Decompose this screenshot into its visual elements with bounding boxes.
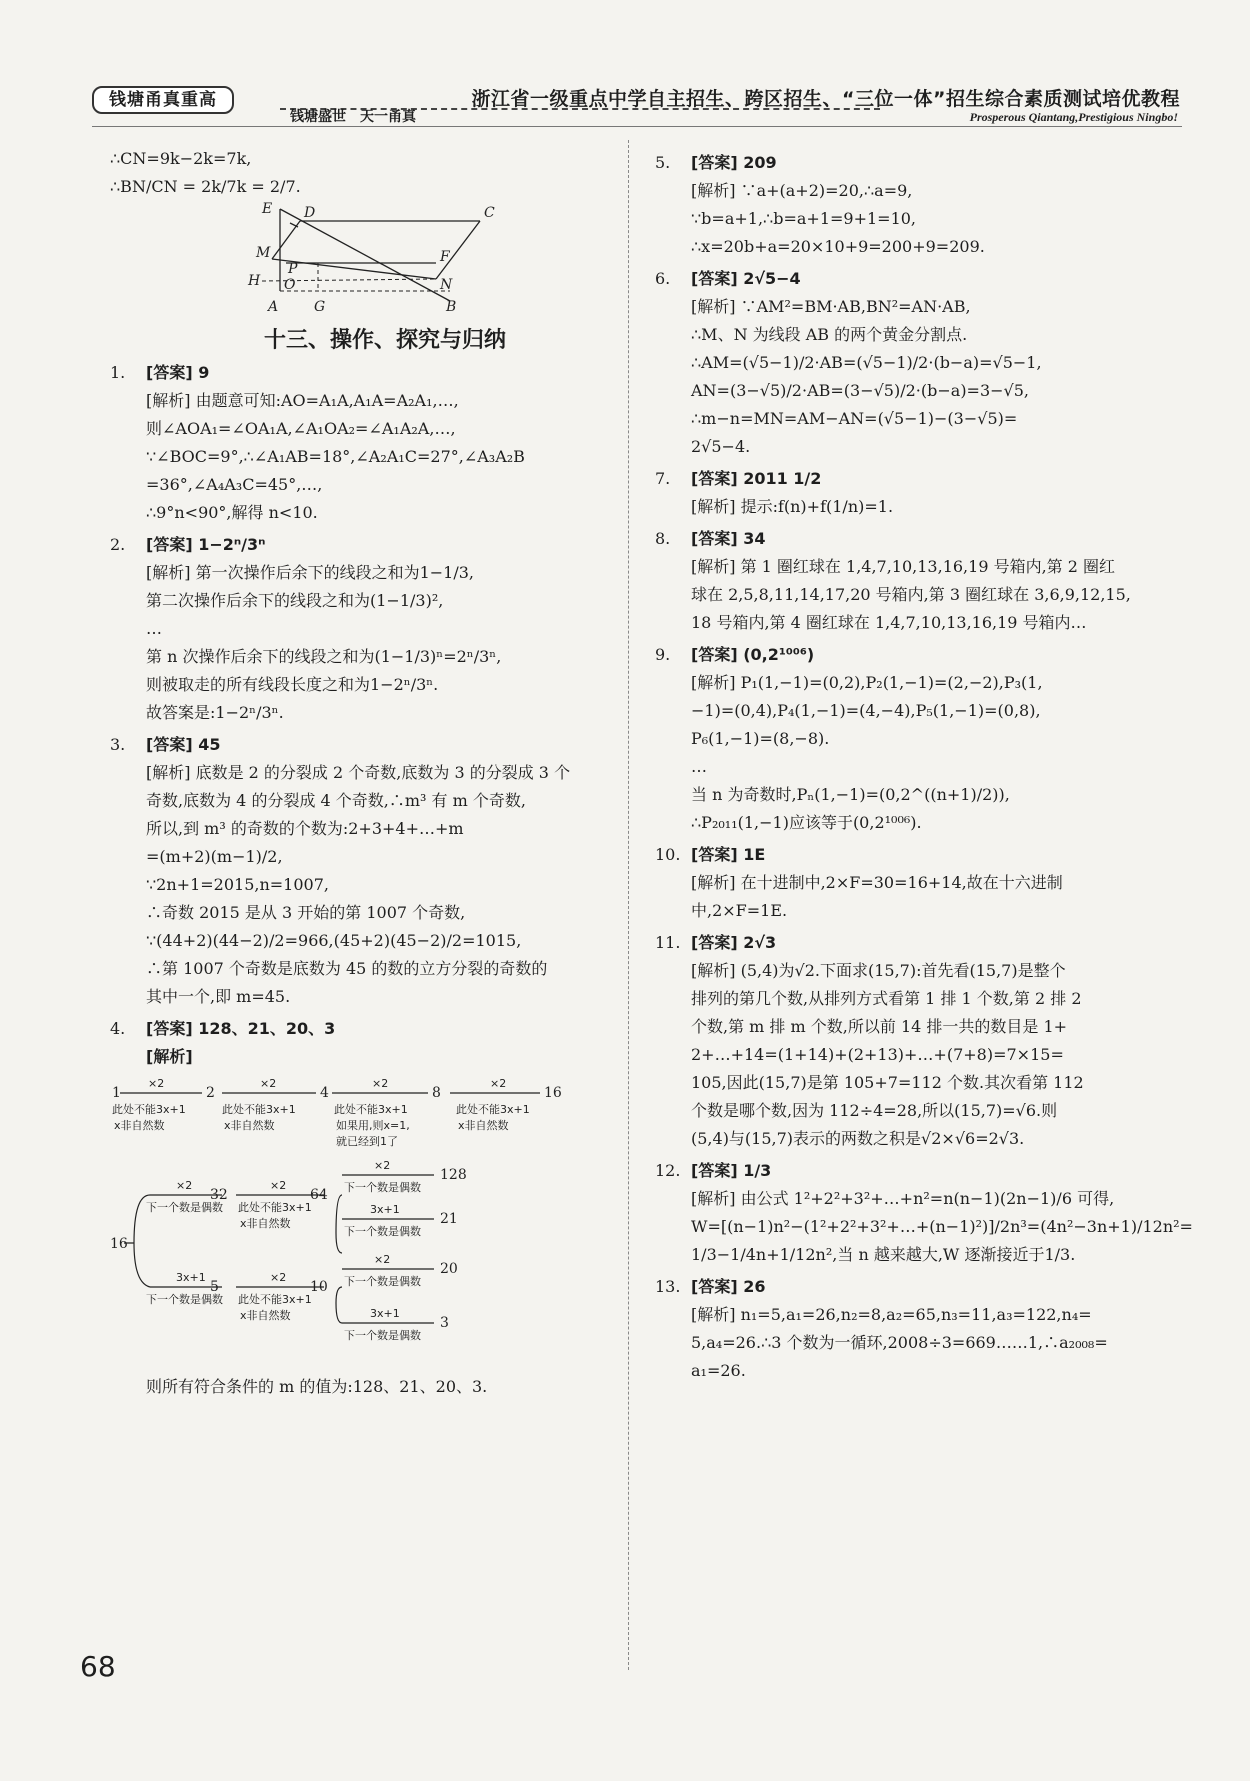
flow-diagram [110,1073,620,1373]
header-rule [92,126,1182,127]
flow-node: 10 [310,1279,328,1295]
item-number: 6. [655,269,671,288]
page-number: 68 [80,1650,116,1683]
item-header [655,1157,1175,1185]
flow-node: 2 [206,1085,215,1101]
analysis-line: [解析] ∵a+(a+2)=20,∴a=9, [691,181,913,200]
answer: [答案] (0,2¹⁰⁰⁶) [691,645,815,664]
analysis-line: ∴m−n=MN=AM−AN=(√5−1)−(3−√5)= [691,409,1018,428]
label-G: G [314,299,326,315]
analysis-line: P₆(1,−1)=(8,−8). [691,729,830,748]
item-header [655,929,1175,957]
analysis-line: a₁=26. [691,1361,746,1380]
analysis-line: 奇数,底数为 4 的分裂成 4 个奇数,∴m³ 有 m 个奇数, [146,791,526,810]
item-number: 8. [655,529,671,548]
flow-op: 3x+1 [370,1203,400,1216]
flow-note: 下一个数是偶数 [146,1201,223,1214]
flow-note: 此处不能3x+1 [456,1103,530,1116]
answer: [答案] 209 [691,153,777,172]
analysis-line: 18 号箱内,第 4 圈红球在 1,4,7,10,13,16,19 号箱内… [691,613,1087,632]
flow-node: 4 [320,1085,329,1101]
analysis-line: 第二次操作后余下的线段之和为(1−1/3)², [146,591,444,610]
analysis-line: (5,4)与(15,7)表示的两数之积是√2×√6=2√3. [691,1129,1025,1148]
flow-op: ×2 [176,1179,193,1192]
flow-note: x非自然数 [114,1119,165,1132]
item-number: 12. [655,1161,681,1180]
label-B: B [446,299,457,315]
analysis-line: [解析] n₁=5,a₁=26,n₂=8,a₂=65,n₃=11,a₃=122,n₄= [691,1305,1092,1324]
slogan: 钱塘盛世 天一甬真 [290,109,416,125]
flow-node: 3 [440,1315,449,1331]
analysis-line: 中,2×F=1E. [691,901,788,920]
item-number: 7. [655,469,671,488]
item-number: 9. [655,645,671,664]
flow-note: 此处不能3x+1 [334,1103,408,1116]
label-C: C [484,205,495,221]
item-number: 3. [110,735,126,754]
flow-node: 8 [432,1085,441,1101]
item-number: 11. [655,933,681,952]
flow-note: x非自然数 [458,1119,509,1132]
item-header [655,465,1175,493]
flow-op: ×2 [372,1077,389,1090]
analysis-line: [解析] 由公式 1²+2²+3²+…+n²=n(n−1)(2n−1)/6 可得, [691,1189,1115,1208]
analysis-line: =36°,∠A₄A₃C=45°,…, [146,475,323,494]
analysis-line: ∴AM=(√5−1)/2·AB=(√5−1)/2·(b−a)=√5−1, [691,353,1042,372]
flow-note: x非自然数 [240,1217,291,1230]
flow-note: 下一个数是偶数 [344,1329,421,1342]
flow-note: 就已经到1了 [336,1135,398,1148]
flow-node: 5 [210,1279,219,1295]
analysis-line: … [146,619,162,638]
flow-note: 下一个数是偶数 [344,1275,421,1288]
item-number: 13. [655,1277,681,1296]
answer: [答案] 26 [691,1277,766,1296]
label-D: D [304,205,316,221]
flow-node: 16 [110,1236,128,1252]
label-P: P [288,261,298,277]
flow-node: 1 [112,1085,121,1101]
item-header [655,525,1175,553]
analysis-line: [解析] P₁(1,−1)=(0,2),P₂(1,−1)=(2,−2),P₃(1, [691,673,1043,692]
prev-line: ∴BN/CN = 2k/7k = 2/7. [110,177,301,196]
analysis-line: 其中一个,即 m=45. [146,987,291,1006]
item-number: 2. [110,535,126,554]
item-number: 4. [110,1019,126,1038]
flow-op: ×2 [490,1077,507,1090]
analysis-line: [解析] 底数是 2 的分裂成 2 个奇数,底数为 3 的分裂成 3 个 [146,763,571,782]
analysis-line: ∴第 1007 个奇数是底数为 45 的数的立方分裂的奇数的 [146,959,548,978]
analysis-line: ∴奇数 2015 是从 3 开始的第 1007 个奇数, [146,903,466,922]
column-divider [628,140,629,1670]
label-H: H [248,273,261,289]
analysis-line: 2√5−4. [691,437,751,456]
geometry-figure [240,201,500,321]
flow-note: 此处不能3x+1 [112,1103,186,1116]
analysis-line: ∴x=20b+a=20×10+9=200+9=209. [691,237,985,256]
answer: [答案] 9 [146,363,210,382]
flow-node: 64 [310,1187,328,1203]
answer: [答案] 2√5−4 [691,269,801,288]
analysis-line: ∴M、N 为线段 AB 的两个黄金分割点. [691,325,968,344]
analysis-line: =(m+2)(m−1)/2, [146,847,283,866]
prev-line: ∴CN=9k−2k=7k, [110,149,252,168]
item-header [655,265,1175,293]
answer: [答案] 45 [146,735,221,754]
flow-op: ×2 [270,1179,287,1192]
item-number: 10. [655,845,681,864]
analysis-line: [解析] [146,1047,193,1066]
flow-note: 此处不能3x+1 [222,1103,296,1116]
label-N: N [440,277,453,293]
flow-node: 16 [544,1085,562,1101]
analysis-line: ∵2n+1=2015,n=1007, [146,875,329,894]
page-header [0,0,1250,130]
flow-node: 32 [210,1187,228,1203]
analysis-line: 则被取走的所有线段长度之和为1−2ⁿ/3ⁿ. [146,675,439,694]
analysis-line: [解析] 第 1 圈红球在 1,4,7,10,13,16,19 号箱内,第 2 圈红 [691,557,1116,576]
analysis-line: ∵(44+2)(44−2)/2=966,(45+2)(45−2)/2=1015, [146,931,522,950]
label-E: E [262,201,273,217]
item-header [655,641,1175,669]
analysis-line: 故答案是:1−2ⁿ/3ⁿ. [146,703,284,722]
flow-node: 21 [440,1211,458,1227]
analysis-line: [解析] (5,4)为√2.下面求(15,7):首先看(15,7)是整个 [691,961,1066,980]
analysis-line: 105,因此(15,7)是第 105+7=112 个数.其次看第 112 [691,1073,1084,1092]
flow-op: ×2 [374,1253,391,1266]
label-M: M [256,245,271,261]
flow-note: 下一个数是偶数 [344,1181,421,1194]
label-A: A [268,299,279,315]
analysis-line: 排列的第几个数,从排列方式看第 1 排 1 个数,第 2 排 2 [691,989,1082,1008]
analysis-line: ∵b=a+1,∴b=a+1=9+1=10, [691,209,917,228]
analysis-line: [解析] 第一次操作后余下的线段之和为1−1/3, [146,563,474,582]
left-column [110,145,620,1401]
flow-op: 3x+1 [370,1307,400,1320]
flow-op: ×2 [260,1077,277,1090]
item-header [110,531,620,559]
item-number: 5. [655,153,671,172]
flow-op: ×2 [374,1159,391,1172]
item-header [655,1273,1175,1301]
analysis-line: [解析] 在十进制中,2×F=30=16+14,故在十六进制 [691,873,1063,892]
answer: [答案] 1−2ⁿ/3ⁿ [146,535,266,554]
item-header [110,359,620,387]
analysis-line: 球在 2,5,8,11,14,17,20 号箱内,第 3 圈红球在 3,6,9,12,15, [691,585,1131,604]
flow-note: 此处不能3x+1 [238,1293,312,1306]
item-number: 1. [110,363,126,382]
analysis-line: [解析] ∵AM²=BM·AB,BN²=AN·AB, [691,297,971,316]
answer: [答案] 34 [691,529,766,548]
analysis-line: 第 n 次操作后余下的线段之和为(1−1/3)ⁿ=2ⁿ/3ⁿ, [146,647,502,666]
flow-note: 下一个数是偶数 [146,1293,223,1306]
analysis-line: ∵∠BOC=9°,∴∠A₁AB=18°,∠A₂A₁C=27°,∠A₃A₂B [146,447,525,466]
answer: [答案] 1/3 [691,1161,772,1180]
analysis-line: W=[(n−1)n²−(1²+2²+3²+…+(n−1)²)]/2n³=(4n²−3n+1)/12n²= [691,1217,1193,1236]
flow-node: 128 [440,1167,467,1183]
conclusion: 则所有符合条件的 m 的值为:128、21、20、3. [146,1377,488,1396]
label-O: O [284,277,296,293]
flow-op: ×2 [148,1077,165,1090]
flow-note: 此处不能3x+1 [238,1201,312,1214]
brace [336,1195,342,1253]
brace [336,1287,342,1323]
analysis-line: 个数,第 m 排 m 个数,所以前 14 排一共的数目是 1+ [691,1017,1068,1036]
analysis-line: ∴P₂₀₁₁(1,−1)应该等于(0,2¹⁰⁰⁶). [691,813,922,832]
analysis-line: … [691,757,707,776]
flow-node: 20 [440,1261,458,1277]
item-header [655,149,1175,177]
flow-op: ×2 [270,1271,287,1284]
analysis-line: 2+…+14=(1+14)+(2+13)+…+(7+8)=7×15= [691,1045,1064,1064]
analysis-line: 所以,到 m³ 的奇数的个数为:2+3+4+…+m [146,819,464,838]
analysis-line: 当 n 为奇数时,Pₙ(1,−1)=(0,2^((n+1)/2)), [691,785,1010,804]
analysis-line: 5,a₄=26.∴3 个数为一循环,2008÷3=669……1,∴a₂₀₀₈= [691,1333,1108,1352]
analysis-line: ∴9°n<90°,解得 n<10. [146,503,318,522]
section-title: 十三、操作、探究与归纳 [263,328,506,353]
line-EB [280,209,450,301]
line-DM [272,221,300,259]
series-title: 浙江省一级重点中学自主招生、跨区招生、“三位一体”招生综合素质测试培优教程 [471,88,1180,110]
item-header [655,841,1175,869]
flow-note: 如果用,则x=1, [336,1119,410,1132]
item-header [110,1015,620,1043]
analysis-line: 则∠AOA₁=∠OA₁A,∠A₁OA₂=∠A₁A₂A,…, [146,419,456,438]
analysis-line: [解析] 提示:f(n)+f(1/n)=1. [691,497,894,516]
label-F: F [440,249,450,265]
analysis-line: 1/3−1/4n+1/12n²,当 n 越来越大,W 逐渐接近于1/3. [691,1245,1076,1264]
analysis-line: [解析] 由题意可知:AO=A₁A,A₁A=A₂A₁,…, [146,391,459,410]
flow-note: x非自然数 [240,1309,291,1322]
tagline: Prosperous Qiantang,Prestigious Ningbo! [969,110,1178,124]
flow-note: x非自然数 [224,1119,275,1132]
answer: [答案] 2√3 [691,933,777,952]
analysis-line: −1)=(0,4),P₄(1,−1)=(4,−4),P₅(1,−1)=(0,8), [691,701,1041,720]
answer: [答案] 1E [691,845,766,864]
analysis-line: 个数是哪个数,因为 112÷4=28,所以(15,7)=√6.则 [691,1101,1058,1120]
flow-op: 3x+1 [176,1271,206,1284]
answer: [答案] 2011 1/2 [691,469,822,488]
analysis-line: AN=(3−√5)/2·AB=(3−√5)/2·(b−a)=3−√5, [691,381,1030,400]
item-header [110,731,620,759]
flow-note: 下一个数是偶数 [344,1225,421,1238]
right-column [655,145,1193,1385]
brand-logo: 钱塘甬真重高 [92,86,234,114]
answer: [答案] 128、21、20、3 [146,1019,336,1038]
